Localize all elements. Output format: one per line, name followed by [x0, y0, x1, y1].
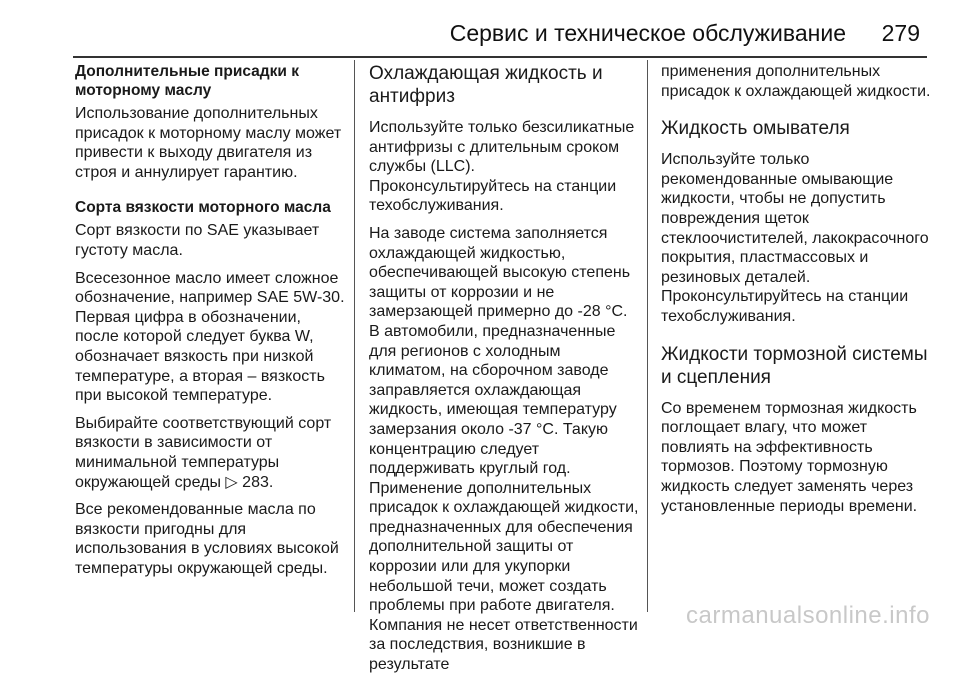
column-left [75, 62, 345, 586]
heading-oil-additives: Дополнительные присадки к моторному маслу [75, 63, 299, 99]
heading-oil-viscosity: Сорта вязкости моторного масла [75, 199, 331, 217]
heading-coolant: Охлаждающая жидкость и антифриз [369, 63, 603, 107]
column-divider-2 [647, 60, 648, 612]
watermark: carmanualsonline.info [686, 602, 930, 629]
column-right [661, 62, 931, 524]
column-divider-1 [354, 60, 355, 612]
paragraph-choose-viscosity [75, 414, 345, 492]
paragraph-coolant-use: Используйте только безсиликатные антифризы с длительным сроком службы (LLC). Проконсультируйтесь на станции техобслуживания. [369, 119, 635, 215]
page-number: 279 [881, 20, 920, 46]
heading-washer-fluid: Жидкость омывателя [661, 118, 850, 140]
paragraph-all-season: Всесезонное масло имеет сложное обозначение, например SAE 5W-30. Первая цифра в обозначении, после которой следует буква W, обозначает вязкость при низкой температуре, а вторая – вязкость при высокой температуре. [75, 269, 345, 405]
heading-brake-fluid: Жидкости тормозной системы и сцепления [661, 343, 928, 388]
paragraph-recommended-oils: Все рекомендованные масла по вязкости пригодны для использования в условиях высокой температуры окружающей среды. [75, 501, 339, 577]
paragraph-brake-fluid: Со временем тормозная жидкость поглощает влагу, что может повлиять на эффективность тормозов. Поэтому тормозную жидкость следует заменять через установленные периоды времени. [661, 399, 918, 515]
section-title: Сервис и техническое обслуживание [449, 20, 846, 46]
paragraph-coolant-continued: применения дополнительных присадок к охлаждающей жидкости. [661, 63, 931, 100]
arrow-reference-icon[interactable]: ▷ [225, 473, 238, 491]
paragraph-coolant-factory: На заводе система заполняется охлаждающей жидкостью, обеспечивающей высокую степень защиты от коррозии и не замерзающей примерно до -28 °C. В автомобили, предназначенные для регионов с холодным климатом, на сборочном заводе заправляется охлаждающая жидкость, имеющая температуру замерзания около -37 °C. Такую концентрацию следует поддерживать круглый год. Применение дополнительных присадок к охлаждающей жидкости, предназначенных для обеспечения дополнительной защиты от коррозии или для укупорки небольшой течи, может создать проблемы при работе двигателя. Компания не несет ответственности за последствия, возникшие в результате [369, 224, 639, 674]
paragraph-sae: Сорт вязкости по SAE указывает густоту масла. [75, 222, 320, 259]
choose-viscosity-text: Выбирайте соответствующий сорт вязкости в зависимости от минимальной температуры окружающей среды [75, 414, 332, 491]
header-divider [73, 56, 927, 58]
page-reference-link[interactable]: 283. [242, 473, 274, 491]
column-middle [369, 62, 639, 683]
paragraph-oil-additives: Использование дополнительных присадок к моторному маслу может привести к выходу двигателя из строя и аннулирует гарантию. [75, 105, 342, 181]
page-header [0, 0, 960, 60]
paragraph-washer-fluid: Используйте только рекомендованные омывающие жидкости, чтобы не допустить повреждения щеток стеклоочистителей, лакокрасочного покрытия, пластмассовых и резиновых деталей. Проконсультируйтесь на станции техобслуживания. [661, 151, 929, 325]
